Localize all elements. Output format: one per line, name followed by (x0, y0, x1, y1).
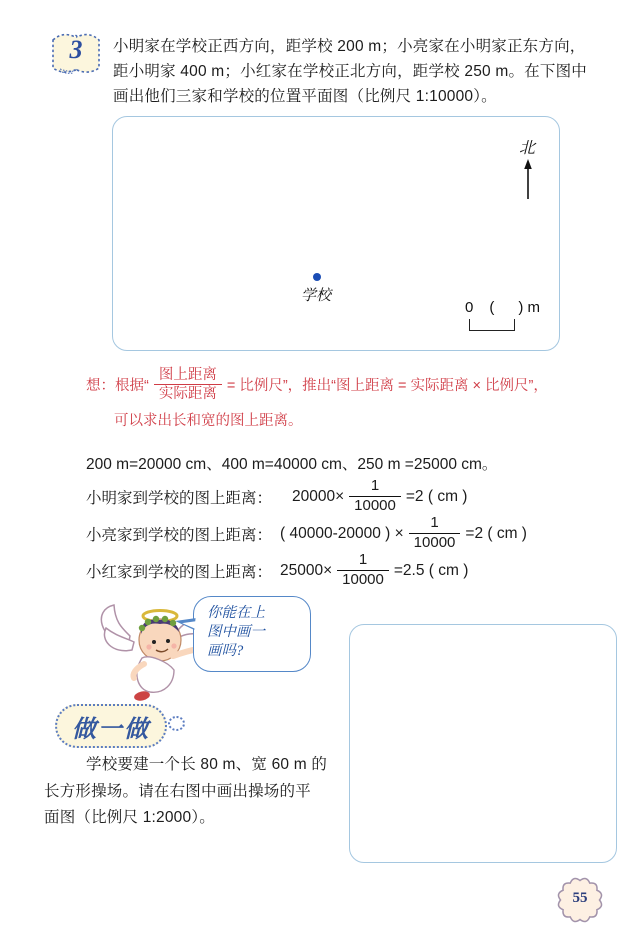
school-point (313, 273, 321, 281)
do-it-badge (55, 704, 167, 748)
scale-fraction (349, 477, 401, 516)
formula-post: =2 ( cm ) (465, 524, 527, 542)
solution-label: 小明家到学校的图上距离： (86, 489, 273, 507)
think-line2: 可以求出长和宽的图上距离。 (114, 413, 303, 430)
formula-pre: 20000× (292, 487, 345, 505)
formula-pre: ( 40000-20000 ) × (280, 524, 404, 542)
solution-label: 小亮家到学校的图上距离： (86, 526, 273, 544)
scale-open-paren: ( (489, 299, 495, 316)
think-hint-block (86, 366, 606, 430)
fraction-numerator: 1 (370, 477, 380, 495)
solution-formula (292, 477, 467, 516)
exercise-line: 长方形操场。请在右图中画出操场的平 (44, 782, 311, 800)
unit-conversion-line: 200 m=20000 cm、400 m=40000 cm、250 m =25000 cm。 (86, 456, 498, 473)
map-canvas-box[interactable] (112, 116, 560, 351)
problem-number-badge (48, 28, 104, 80)
page-number-badge (554, 874, 606, 926)
bubble-line: 图中画一 (207, 624, 265, 640)
fraction-denominator: 10000 (337, 570, 389, 590)
scale-ruler-label (465, 299, 540, 316)
formula-post: =2.5 ( cm ) (393, 561, 469, 579)
problem-line: 画出他们三家和学校的位置平面图（比例尺 1:10000）。 (113, 88, 497, 105)
page-number: 55 (572, 890, 588, 906)
fraction-numerator: 1 (430, 514, 439, 532)
problem-statement (113, 34, 613, 109)
think-line1 (86, 366, 606, 403)
bubble-line: 画吗? (207, 643, 244, 659)
scale-zero: 0 (465, 299, 474, 316)
scale-close-paren: ) m (518, 299, 541, 316)
north-label: 北 (519, 140, 536, 157)
problem-number: 3 (69, 35, 83, 64)
formula-pre: 25000× (280, 561, 333, 579)
solution-label: 小红家到学校的图上距离： (86, 563, 273, 581)
scale-ruler-bracket (469, 319, 515, 331)
exercise-line: 学校要建一个长 80 m、宽 60 m 的 (86, 756, 328, 773)
solution-block (86, 452, 606, 589)
solution-row (86, 515, 606, 552)
fraction-numerator: 1 (358, 551, 368, 569)
think-lead: 想：根据“ (86, 378, 149, 395)
fraction-denominator: 10000 (409, 533, 461, 553)
fraction-denominator: 实际距离 (154, 384, 222, 403)
north-arrow-icon (522, 159, 534, 201)
problem-line: 距小明家 400 m；小红家在学校正北方向，距学校 250 m。在下图中 (113, 63, 587, 80)
bubble-line: 你能在上 (207, 605, 265, 621)
fraction-numerator: 图上距离 (158, 367, 217, 383)
think-mid: = 比例尺”，推出“图上距离 = 实际距离 × 比例尺”， (226, 378, 548, 395)
ratio-fraction (154, 366, 222, 403)
solution-row (86, 478, 606, 515)
speech-bubble (193, 596, 311, 672)
do-it-badge-tail-circle (168, 716, 185, 731)
fraction-denominator: 10000 (349, 496, 401, 516)
school-label: 学校 (301, 288, 332, 304)
solution-formula (280, 551, 468, 590)
do-it-badge-label: 做一做 (72, 716, 150, 743)
drawing-canvas-box[interactable] (349, 624, 617, 863)
exercise-statement (44, 752, 362, 832)
scale-fraction (409, 514, 461, 553)
formula-post: =2 ( cm ) (405, 487, 468, 505)
solution-row (86, 552, 606, 589)
solution-formula (280, 514, 527, 553)
scale-fraction (337, 551, 389, 590)
exercise-line: 面图（比例尺 1:2000）。 (44, 809, 215, 826)
problem-line: 小明家在学校正西方向，距学校 200 m；小亮家在小明家正东方向， (113, 38, 586, 55)
